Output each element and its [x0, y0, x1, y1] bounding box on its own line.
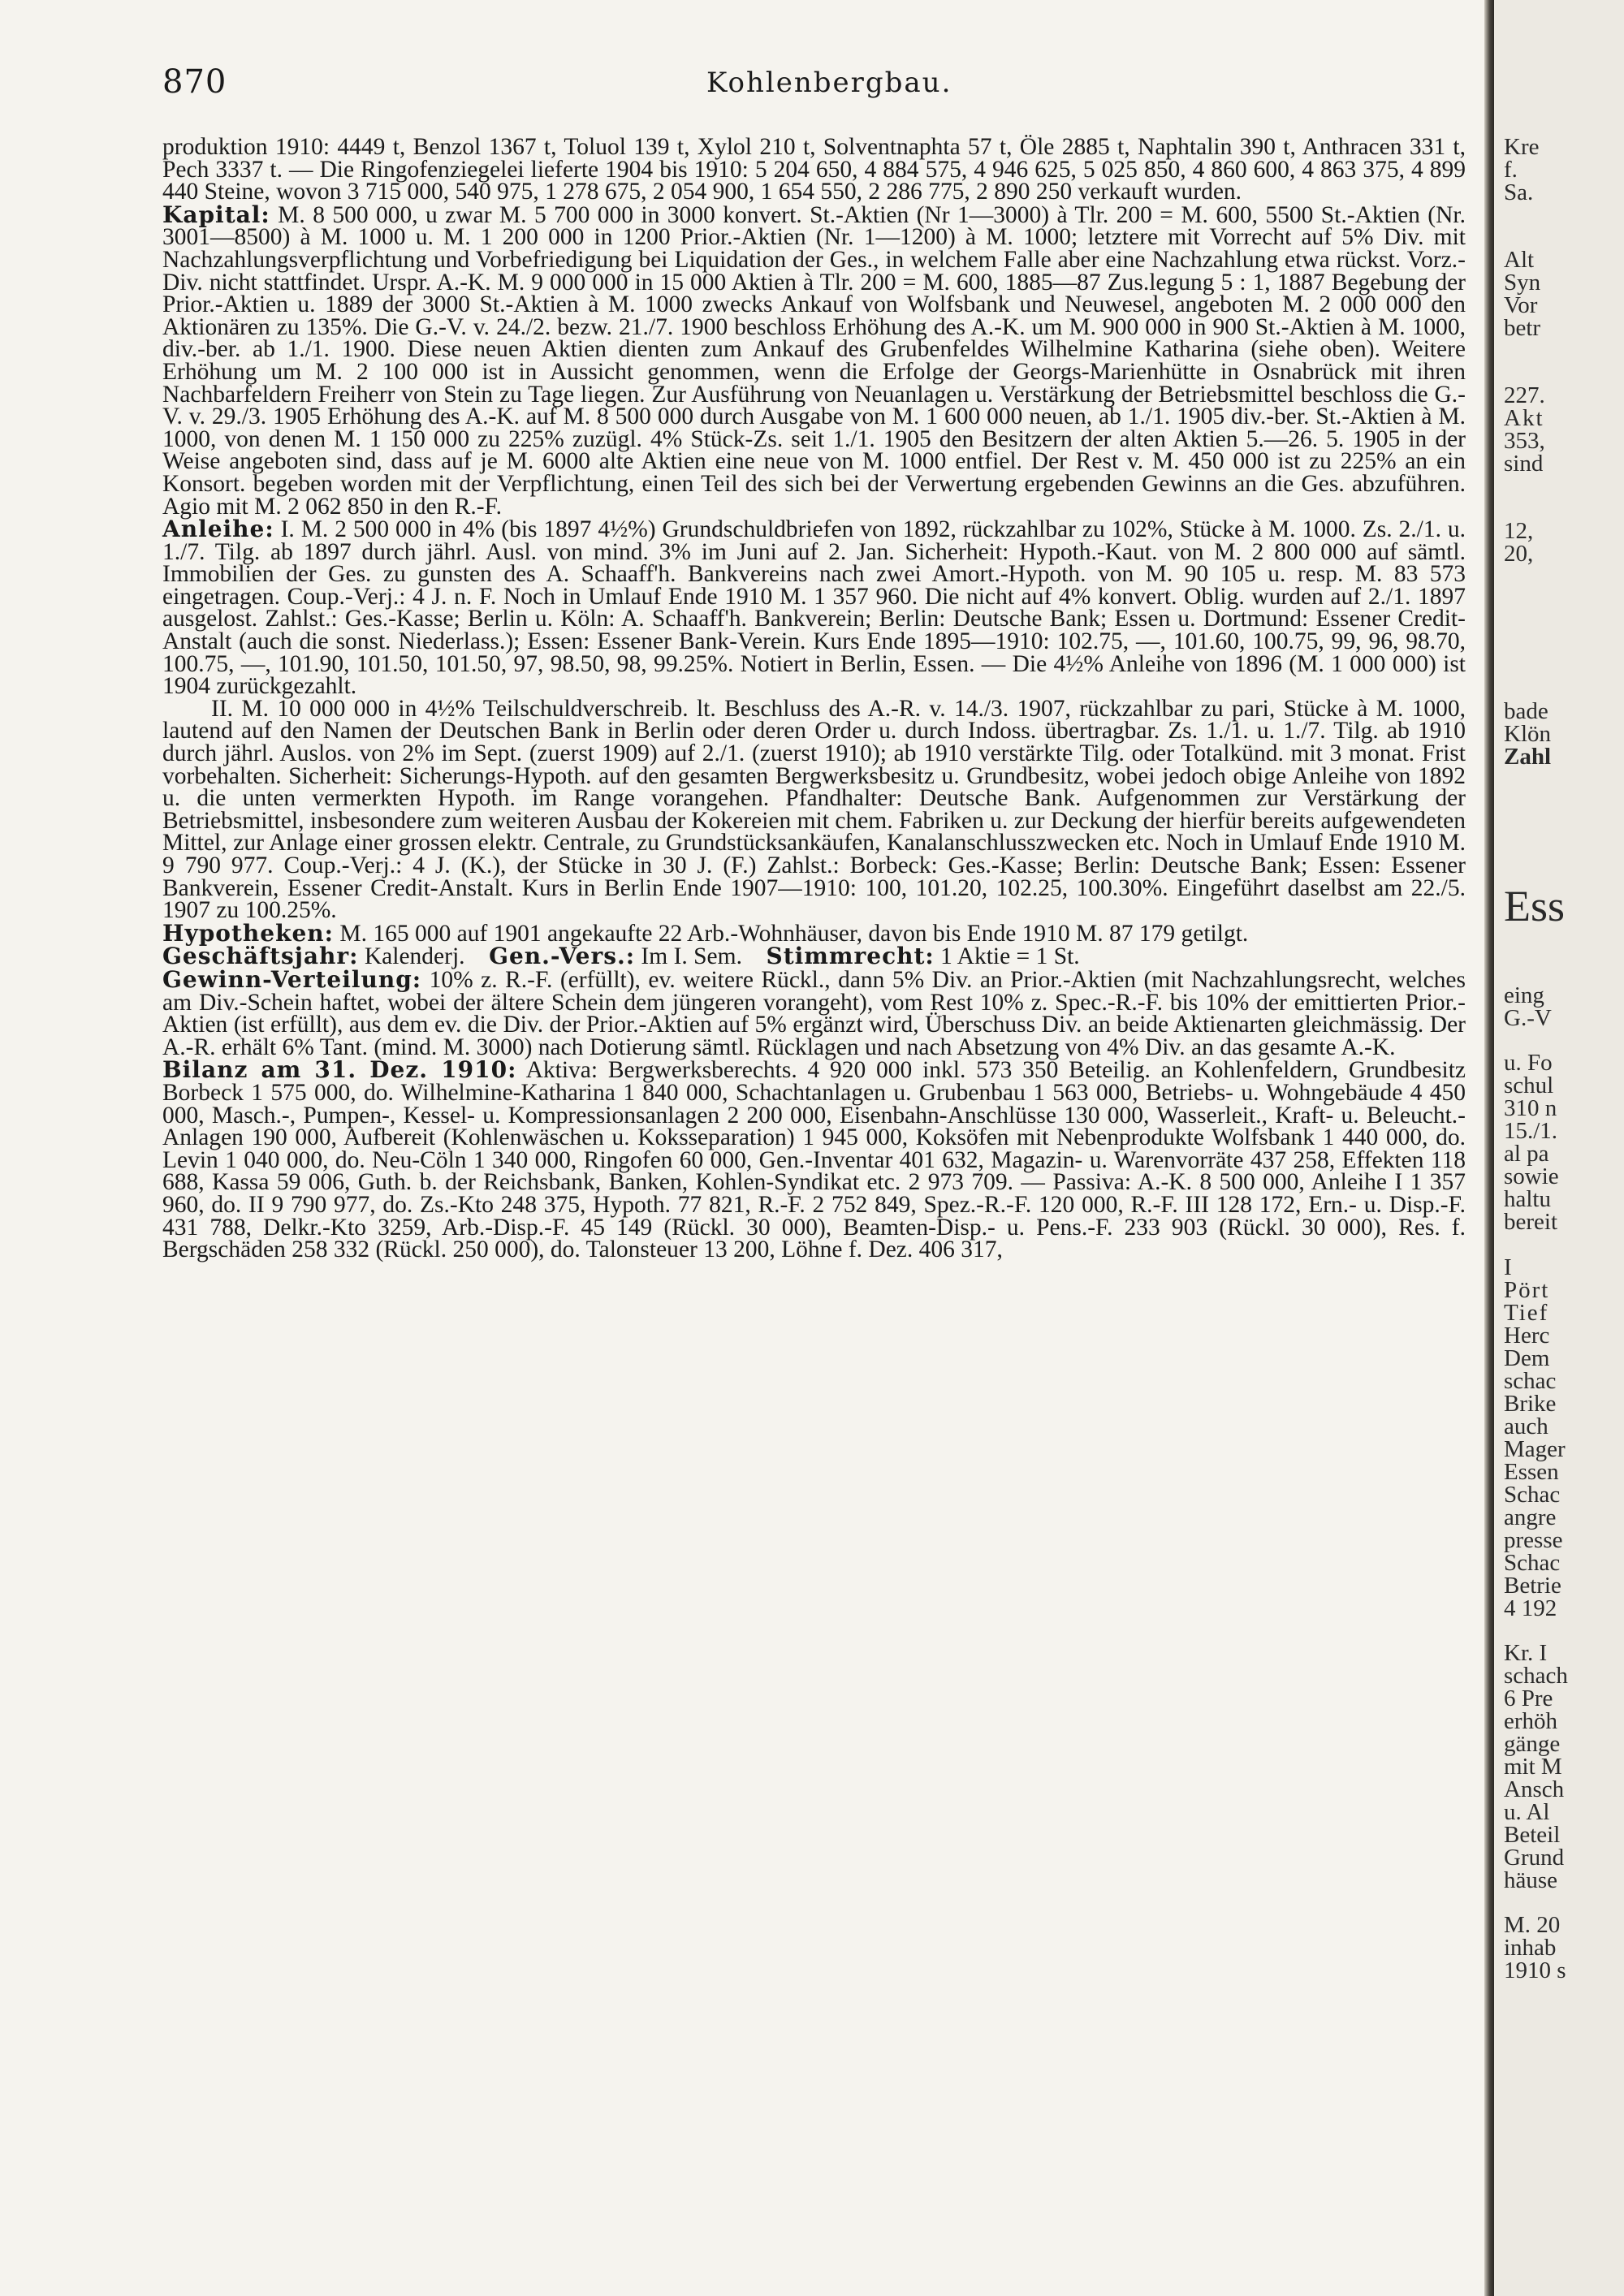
adjacent-page-fragment: presse — [1504, 1527, 1563, 1553]
paragraph-text: Aktiva: Bergwerksberechts. 4 920 000 inkl. 573 350 Beteilig. an Kohlenfeldern, Grundbesitz Borbeck 1 575 000, do. Wilhelmine-Katharina 1 840 000, Schachtanlagen u. Grubenbau 1 563 000, Betriebs- u. Wohngebäude 4 450 000, Masch.-, Pumpen-, Kessel- u. Kompressionsanlagen 2 200 000, Eisenbahn-Anschlüsse 130 000, Wasserleit., Kraft- u. Beleucht.-Anlagen 190 000, Aufbereit (Kohlenwäschen u. Koksseparation) 1 945 000, Koksöfen mit Nebenprodukte Wolfsbank 1 440 000, do. Levin 1 040 000, do. Neu-Cöln 1 340 000, Ringofen 60 000, Gen.-Inventar 401 632, Magazin- u. Warenvorräte 437 258, Effekten 118 688, Kassa 59 006, Guth. b. der Reichsbank, Banken, Kohlen-Syndikat etc. 2 973 709. — Passiva: A.-K. 8 500 000, Anleihe I 1 357 960, do. II 9 790 977, do. Zs.-Kto 248 375, Hypoth. 77 821, R.-F. 2 752 849, Spez.-R.-F. 120 000, R.-F. III 128 172, Ern.- u. Disp.-F. 431 788, Delkr.-Kto 3259, Arb.-Disp.-F. 45 149 (Rückl. 30 000), Beamten-Disp.- u. Pens.-F. 233 903 (Rückl. 30 000), Res. f. Bergschäden 258 332 (Rückl. 250 000), do. Talonsteuer 13 200, Löhne f. Dez. 406 317, — [162, 1057, 1466, 1263]
adjacent-page-fragment: 353, — [1504, 428, 1545, 454]
item-heading: Gewinn-Verteilung: — [162, 965, 422, 993]
adjacent-page-fragment: Zahl — [1504, 744, 1552, 770]
adjacent-page-fragment: häuse — [1504, 1867, 1558, 1893]
adjacent-page-fragment: 4 192 — [1504, 1595, 1557, 1621]
running-title: Kohlenbergbau. — [706, 67, 952, 99]
adjacent-page-fragment: I — [1504, 1254, 1512, 1280]
adjacent-page-fragment: bereit — [1504, 1209, 1558, 1235]
item-heading: Geschäftsjahr: — [162, 943, 359, 970]
adjacent-page-fragment: Akt — [1504, 405, 1544, 431]
paragraph-text: 1 Aktie = 1 St. — [940, 943, 1080, 970]
adjacent-page-fragment: Kre — [1504, 134, 1540, 160]
paragraph-text: produktion 1910: 4449 t, Benzol 1367 t, Toluol 139 t, Xylol 210 t, Solventnaphta 57 t, Öle 2885 t, Naphtalin 390 t, Anthracen 331 t, Pech 3337 t. — Die Ringofenziegelei lieferte 1904 bis 1910: 5 204 650, 4 884 575, 4 946 625, 5 025 850, 4 860 600, 4 863 375, 4 899 440 Steine, wovon 3 715 000, 540 975, 1 278 675, 2 054 900, 1 654 550, 2 286 775, 2 890 250 verkauft wurden. — [162, 134, 1466, 205]
adjacent-page-fragment: schach — [1504, 1663, 1568, 1689]
adjacent-page-fragment: G.-V — [1504, 1005, 1552, 1031]
adjacent-page-fragment: u. Fo — [1504, 1050, 1553, 1076]
adjacent-page-fragment: 12, — [1504, 518, 1534, 544]
adjacent-page-fragment: al pa — [1504, 1141, 1549, 1167]
adjacent-page-fragment: Ess — [1504, 882, 1566, 930]
adjacent-page-fragment: sowie — [1504, 1163, 1559, 1189]
adjacent-page-fragment: haltu — [1504, 1186, 1551, 1212]
adjacent-page-fragment: 1910 s — [1504, 1957, 1566, 1983]
adjacent-page-fragment: Mager — [1504, 1436, 1566, 1462]
adjacent-page-fragment: f. — [1504, 157, 1518, 183]
paragraph-text: 10% z. R.-F. (erfüllt), ev. weitere Rückl., dann 5% Div. an Prior.-Aktien (mit Nachzahlungsrecht, welches am Div.-Schein haftet, wobei der ältere Schein dem jüngeren vorangeht), vom Rest 10% z. Spec.-R.-F. bis 10% der emittierten Prior.-Aktien (ist erfüllt), aus dem ev. die Div. der Prior.-Aktien auf 5% ergänzt wird, Überschuss Div. an beide Aktienarten gleichmässig. Der A.-R. erhält 6% Tant. (mind. M. 3000) nach Dotierung sämtl. Rücklagen und nach Absetzung von 4% Div. an das gesamte A.-K. — [162, 966, 1466, 1060]
adjacent-page-fragment: Vor — [1504, 292, 1538, 318]
adjacent-page-fragment: 15./1. — [1504, 1118, 1558, 1144]
paragraph-kapital — [162, 201, 1466, 520]
adjacent-page-fragment: angre — [1504, 1504, 1557, 1530]
paragraph-text: Kalenderj. — [364, 943, 465, 970]
paragraph-text: I. M. 2 500 000 in 4% (bis 1897 4½%) Grundschuldbriefen von 1892, rückzahlbar zu 102%, Stücke à M. 1000. Zs. 2./1. u. 1./7. Tilg. ab 1897 durch jährl. Ausl. von mind. 3% im Juni auf 2. Jan. Sicherheit: Hypoth.-Kaut. von M. 2 800 000 auf sämtl. Immobilien der Ges. zu gunsten des A. Schaaff'h. Bankvereins nach zwei Amort.-Hypoth. von M. 90 105 u. resp. M. 83 573 eingetragen. Coup.-Verj.: 4 J. n. F. Noch in Umlauf Ende 1910 M. 1 357 960. Die nicht auf 4% konvert. Oblig. wurden auf 2./1. 1897 ausgelost. Zahlst.: Ges.-Kasse; Berlin u. Köln: A. Schaaff'h. Bankverein; Berlin: Deutsche Bank; Essen u. Dortmund: Essener Credit-Anstalt (auch die sonst. Niederlass.); Essen: Essener Bank-Verein. Kurs Ende 1895—1910: 102.75, —, 101.60, 100.75, 99, 96, 98.70, 100.75, —, 101.90, 101.50, 101.50, 97, 98.50, 98, 99.25%. Notiert in Berlin, Essen. — Die 4½% Anleihe von 1896 (M. 1 000 000) ist 1904 zurückgezahlt. — [162, 516, 1466, 700]
adjacent-page-fragment: Schac — [1504, 1482, 1561, 1508]
adjacent-page-fragment: Essen — [1504, 1459, 1559, 1485]
item-heading: Gen.-Vers.: — [489, 943, 636, 970]
adjacent-page-fragment: 227. — [1504, 382, 1545, 408]
adjacent-page-fragment: u. Al — [1504, 1799, 1550, 1825]
adjacent-page-fragment: schul — [1504, 1072, 1554, 1098]
paragraph-text: M. 165 000 auf 1901 angekaufte 22 Arb.-Wohnhäuser, davon bis Ende 1910 M. 87 179 getilgt. — [339, 920, 1249, 947]
item-heading: Hypotheken: — [162, 919, 334, 947]
paragraph-bilanz — [162, 1056, 1466, 1263]
paragraph-anleihe-1 — [162, 518, 1466, 698]
page-number: 870 — [162, 63, 227, 101]
adjacent-page-fragment: Herc — [1504, 1323, 1550, 1349]
adjacent-page-fragment: M. 20 — [1504, 1912, 1561, 1938]
adjacent-page-fragment: Pört — [1504, 1277, 1550, 1303]
adjacent-page-fragment: Klön — [1504, 721, 1551, 747]
adjacent-page-fragment: Alt — [1504, 247, 1535, 273]
adjacent-page-fragment: gänge — [1504, 1731, 1561, 1757]
adjacent-page-fragment: 20, — [1504, 541, 1534, 567]
adjacent-page-fragment: mit M — [1504, 1754, 1562, 1780]
adjacent-page-fragment: Brike — [1504, 1391, 1557, 1417]
paragraph-hypotheken — [162, 919, 1466, 947]
adjacent-page-fragment: inhab — [1504, 1935, 1557, 1961]
adjacent-page-fragment: Dem — [1504, 1345, 1550, 1371]
adjacent-page-fragment: eing — [1504, 982, 1544, 1008]
adjacent-page-fragment: erhöh — [1504, 1708, 1558, 1734]
adjacent-page-fragment: Ansch — [1504, 1776, 1565, 1802]
adjacent-page-fragment: 310 n — [1504, 1095, 1557, 1121]
adjacent-page-fragment: bade — [1504, 698, 1548, 724]
adjacent-page-fragment: Sa. — [1504, 179, 1534, 205]
item-heading: Stimmrecht: — [766, 943, 935, 970]
adjacent-page-fragment: betr — [1504, 315, 1541, 341]
adjacent-page-fragment: sind — [1504, 451, 1544, 477]
item-heading: Anleihe: — [162, 516, 274, 543]
item-heading: Bilanz am 31. Dez. 1910: — [162, 1056, 517, 1084]
item-heading: Kapital: — [162, 201, 270, 228]
adjacent-page-fragment: Beteil — [1504, 1822, 1561, 1848]
paragraph-text: M. 8 500 000, u zwar M. 5 700 000 in 3000 konvert. St.-Aktien (Nr 1—3000) à Tlr. 200 = M. 600, 5500 St.-Aktien (Nr. 3001—8500) à M. 1000 u. M. 1 200 000 in 1200 Prior.-Aktien (Nr. 1—1200) à M. 1000; letztere mit Vorrecht auf 5% Div. mit Nachzahlungsverpflichtung und Vorbefriedigung bei Liquidation der Ges., in welchem Falle aber eine Nachzahlung etwa rückst. Vorz.-Div. nicht stattfindet. Urspr. A.-K. M. 9 000 000 in 15 000 Aktien à Tlr. 200 = M. 600, 1885—87 Zus.legung 5 : 1, 1887 Begebung der Prior.-Aktien u. 1889 der 3000 St.-Aktien à M. 1000 zwecks Ankauf von Wolfsbank und Neuwesel, angeboten M. 2 000 000 den Aktionären zu 135%. Die G.-V. v. 24./2. bezw. 21./7. 1900 beschloss Erhöhung des A.-K. um M. 900 000 in 900 St.-Aktien à M. 1000, div.-ber. ab 1./1. 1900. Diese neuen Aktien dienten zum Ankauf des Grubenfeldes Wilhelmine Katharina (siehe oben). Weitere Erhöhung um M. 2 100 000 ist in Aussicht genommen, wenn die Erfolge der Georgs-Marienhütte in Osnabrück mit ihren Nachbarfeldern Freiherr von Stein zu Tage liegen. Zur Ausführung von Neuanlagen u. Verstärkung der Betriebsmittel beschloss die G.-V. v. 29./3. 1905 Erhöhung des A.-K. auf M. 8 500 000 durch Ausgabe von M. 1 600 000 neuen, ab 1./1. 1905 div.-ber. St.-Aktien à M. 1000, von denen M. 1 150 000 zu 225% zuzügl. 4% Stück-Zs. seit 1./1. 1905 den Besitzern der alten Aktien 5.—26. 5. 1905 in der Weise angeboten sind, dass auf je M. 6000 alte Aktien eine neue von M. 1000 entfiel. Der Rest v. M. 450 000 ist zu 225% an ein Konsort. begeben worden mit der Verpflichtung, einen Teil des sich bei der Verwertung ergebenden Gewinns an die Ges. abzuführen. Agio mit M. 2 062 850 in den R.-F. — [162, 201, 1466, 520]
adjacent-page-fragment: Kr. I — [1504, 1640, 1548, 1666]
adjacent-page-fragment: Grund — [1504, 1845, 1565, 1871]
paragraph-text: Im I. Sem. — [641, 943, 742, 970]
adjacent-page-fragment: Syn — [1504, 270, 1541, 296]
paragraph-gewinn-verteilung — [162, 965, 1466, 1060]
paragraph-anleihe-2 — [162, 695, 1466, 924]
adjacent-page-fragment: Tief — [1504, 1300, 1549, 1326]
adjacent-page-fragment: Schac — [1504, 1550, 1561, 1576]
adjacent-page-edge — [1494, 0, 1624, 2296]
book-gutter — [1484, 0, 1494, 2296]
paragraph-text: II. M. 10 000 000 in 4½% Teilschuldverschreib. lt. Beschluss des A.-R. v. 14./3. 1907, rückzahlbar zu pari, Stücke à M. 1000, lautend auf den Namen der Deutschen Bank in Berlin oder deren Order u. durch Indoss. übertragbar. Zs. 1./1. u. 1./7. Tilg. ab 1910 durch jährl. Auslos. von 2% im Sept. (zuerst 1909) auf 2./1. (zuerst 1910); ab 1910 verstärkte Tilg. oder Totalkünd. mit 3 monat. Frist vorbehalten. Sicherheit: Sicherungs-Hypoth. auf den gesamten Bergwerksbesitz u. Grundbesitz, wobei jedoch obige Anleihe von 1892 u. die unten vermerkten Hypoth. im Range vorangehen. Pfandhalter: Deutsche Bank. Aufgenommen zur Verstärkung der Betriebsmittel, insbesondere zum weiteren Ausbau der Kokereien mit chem. Fabriken u. zur Deckung der hierfür bereits aufgewendeten Mittel, zur Anlage einer grossen elektr. Centrale, zu Grundstücksankäufen, Kanalanschlusszwecken etc. Noch in Umlauf Ende 1910 M. 9 790 977. Coup.-Verj.: 4 J. (K.), der Stücke in 30 J. (F.) Zahlst.: Borbeck: Ges.-Kasse; Berlin: Deutsche Bank; Essen: Essener Bankverein, Essener Credit-Anstalt. Kurs in Berlin Ende 1907—1910: 100, 101.20, 102.25, 100.30%. Eingeführt daselbst am 22./5. 1907 zu 100.25%. — [162, 695, 1466, 924]
adjacent-page-fragment: 6 Pre — [1504, 1685, 1553, 1711]
adjacent-page-fragment: auch — [1504, 1413, 1548, 1439]
text-column — [162, 136, 1466, 1262]
adjacent-page-fragment: Betrie — [1504, 1573, 1561, 1599]
adjacent-page-fragment: schac — [1504, 1368, 1557, 1394]
paragraph-geschaeftsjahr — [162, 945, 1466, 969]
paragraph-production — [162, 136, 1466, 204]
